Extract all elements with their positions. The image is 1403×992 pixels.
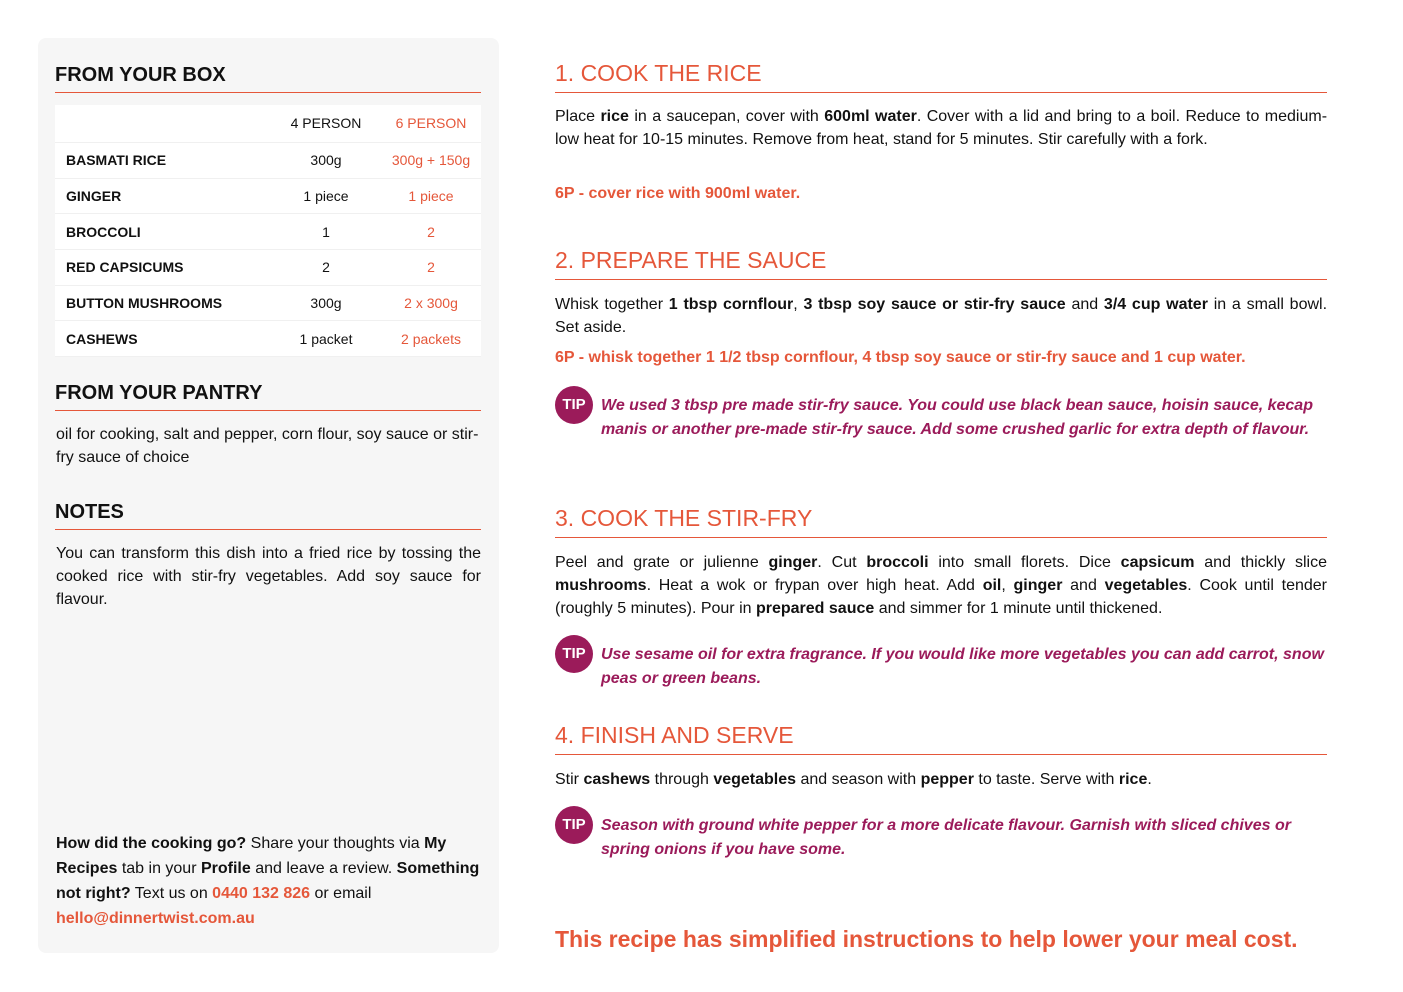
text: through (650, 771, 714, 788)
text: , (793, 296, 804, 313)
qty-6-person: 300g + 150g (381, 142, 481, 178)
bold-text: vegetables (713, 771, 797, 788)
bold-text: broccoli (866, 554, 929, 571)
text: Text us on (130, 885, 213, 902)
text: and season with (796, 771, 921, 788)
step-3-tip (555, 643, 1327, 690)
text: and simmer for 1 minute until thickened. (874, 600, 1163, 617)
tip-text: Use sesame oil for extra fragrance. If you would like more vegetables you can add carrot, snow peas or green beans. (601, 646, 1324, 687)
notes-heading: NOTES (55, 501, 481, 530)
tip-badge-icon: TIP (555, 635, 593, 673)
text: , (1001, 577, 1014, 594)
qty-6-person: 2 x 300g (381, 285, 481, 321)
bold-text: 3/4 cup water (1103, 296, 1208, 313)
tip-badge-icon: TIP (555, 386, 593, 424)
bold-text: capsicum (1120, 554, 1195, 571)
table-row (55, 249, 481, 285)
step-3-heading: 3. COOK THE STIR-FRY (555, 505, 1327, 538)
table-row (55, 214, 481, 250)
contact-link[interactable]: hello@dinnertwist.com.au (56, 910, 255, 927)
ingredient-name: BROCCOLI (55, 214, 271, 250)
table-row (55, 321, 481, 357)
box-heading: FROM YOUR BOX (55, 64, 481, 93)
text: in a small bowl. Set aside. (555, 296, 1328, 336)
text: Stir (555, 771, 584, 788)
text: . (1147, 771, 1152, 788)
header-6p: 6 PERSON (381, 105, 481, 142)
tip-text: Season with ground white pepper for a more delicate flavour. Garnish with sliced chives or spring onions if you have some. (601, 817, 1291, 858)
qty-6-person: 2 (381, 214, 481, 250)
pantry-text: oil for cooking, salt and pepper, corn flour, soy sauce or stir-fry sauce of choice (56, 426, 479, 466)
ingredient-name: BASMATI RICE (55, 142, 271, 178)
text: tab in your (117, 860, 201, 877)
text: or email (310, 885, 372, 902)
ingredient-name: RED CAPSICUMS (55, 249, 271, 285)
step-2-tip (555, 394, 1327, 441)
table-header-row (55, 105, 481, 142)
qty-6-person: 1 piece (381, 178, 481, 214)
tip-badge-icon: TIP (555, 806, 593, 844)
text: and thickly slice (1194, 554, 1328, 571)
footer-note: This recipe has simplified instructions to help lower your meal cost. (555, 926, 1298, 952)
qty-4-person: 2 (271, 249, 381, 285)
table-row (55, 142, 481, 178)
sidebar-panel (38, 38, 499, 953)
bold-text: Profile (200, 860, 251, 877)
text: . Cover with a lid and bring to a boil. Reduce to medium-low heat for 10-15 minutes. Remove from heat, stand for 5 minutes. Stir carefully with a fork. (555, 108, 1328, 148)
ingredient-name: BUTTON MUSHROOMS (55, 285, 271, 321)
qty-6-person: 2 (381, 249, 481, 285)
bold-text: rice (1118, 771, 1148, 788)
qty-4-person: 1 packet (271, 321, 381, 357)
header-blank (55, 105, 271, 142)
text: and (1062, 577, 1105, 594)
text: in a saucepan, cover with (628, 108, 825, 125)
step-3-text (555, 551, 1327, 620)
text: Place (555, 108, 601, 125)
text: . Heat a wok or frypan over high heat. Add (646, 577, 983, 594)
text: Peel and grate or julienne (555, 554, 769, 571)
text: Share your thoughts via (246, 835, 425, 852)
bold-text: rice (600, 108, 629, 125)
text: Whisk together (555, 296, 669, 313)
step-1-heading: 1. COOK THE RICE (555, 60, 1327, 93)
bold-text: oil (982, 577, 1002, 594)
step-2-heading: 2. PREPARE THE SAUCE (555, 247, 1327, 280)
bold-text: 1 tbsp cornflour (668, 296, 794, 313)
step-1-6p-note: 6P - cover rice with 900ml water. (555, 185, 801, 202)
step-4-heading: 4. FINISH AND SERVE (555, 722, 1327, 755)
header-4p: 4 PERSON (271, 105, 381, 142)
step-2-6p-note: 6P - whisk together 1 1/2 tbsp cornflour, 4 tbsp soy sauce or stir-fry sauce and 1 cup water. (555, 349, 1246, 366)
bold-text: prepared sauce (755, 600, 875, 617)
qty-4-person: 300g (271, 285, 381, 321)
bold-text: pepper (920, 771, 974, 788)
text: and (1065, 296, 1104, 313)
text: . Cut (817, 554, 867, 571)
bold-text: ginger (768, 554, 818, 571)
tip-text: We used 3 tbsp pre made stir-fry sauce. You could use black bean sauce, hoisin sauce, kecap manis or another pre-made stir-fry sauce. Add some crushed garlic for extra depth of flavour. (601, 397, 1313, 438)
qty-4-person: 1 (271, 214, 381, 250)
bold-text: mushrooms (555, 577, 647, 594)
ingredients-table (55, 105, 481, 357)
bold-text: cashews (583, 771, 651, 788)
bold-text: My Recipes (56, 835, 447, 877)
table-row (55, 178, 481, 214)
bold-text: 3 tbsp soy sauce or stir-fry sauce (803, 296, 1066, 313)
qty-4-person: 300g (271, 142, 381, 178)
notes-text: You can transform this dish into a fried rice by tossing the cooked rice with stir-fry vegetables. Add soy sauce for flavour. (56, 545, 481, 608)
bold-text: ginger (1013, 577, 1063, 594)
text: to taste. Serve with (973, 771, 1119, 788)
bold-text: vegetables (1104, 577, 1188, 594)
text: into small florets. Dice (928, 554, 1121, 571)
step-4-text (555, 768, 1327, 791)
step-1-text (555, 105, 1327, 151)
table-row (55, 285, 481, 321)
pantry-heading: FROM YOUR PANTRY (55, 382, 481, 411)
ingredient-name: CASHEWS (55, 321, 271, 357)
contact-link[interactable]: 0440 132 826 (212, 885, 311, 902)
qty-6-person: 2 packets (381, 321, 481, 357)
step-2-text (555, 293, 1327, 339)
text: and leave a review. (250, 860, 397, 877)
step-4-tip (555, 814, 1327, 861)
bold-text: 600ml water (824, 108, 917, 125)
bold-text: How did the cooking go? (56, 835, 247, 852)
feedback-text (56, 831, 481, 931)
text: . Cook until tender (roughly 5 minutes). Pour in (555, 577, 1327, 617)
bold-text: Something not right? (56, 860, 480, 902)
qty-4-person: 1 piece (271, 178, 381, 214)
ingredient-name: GINGER (55, 178, 271, 214)
